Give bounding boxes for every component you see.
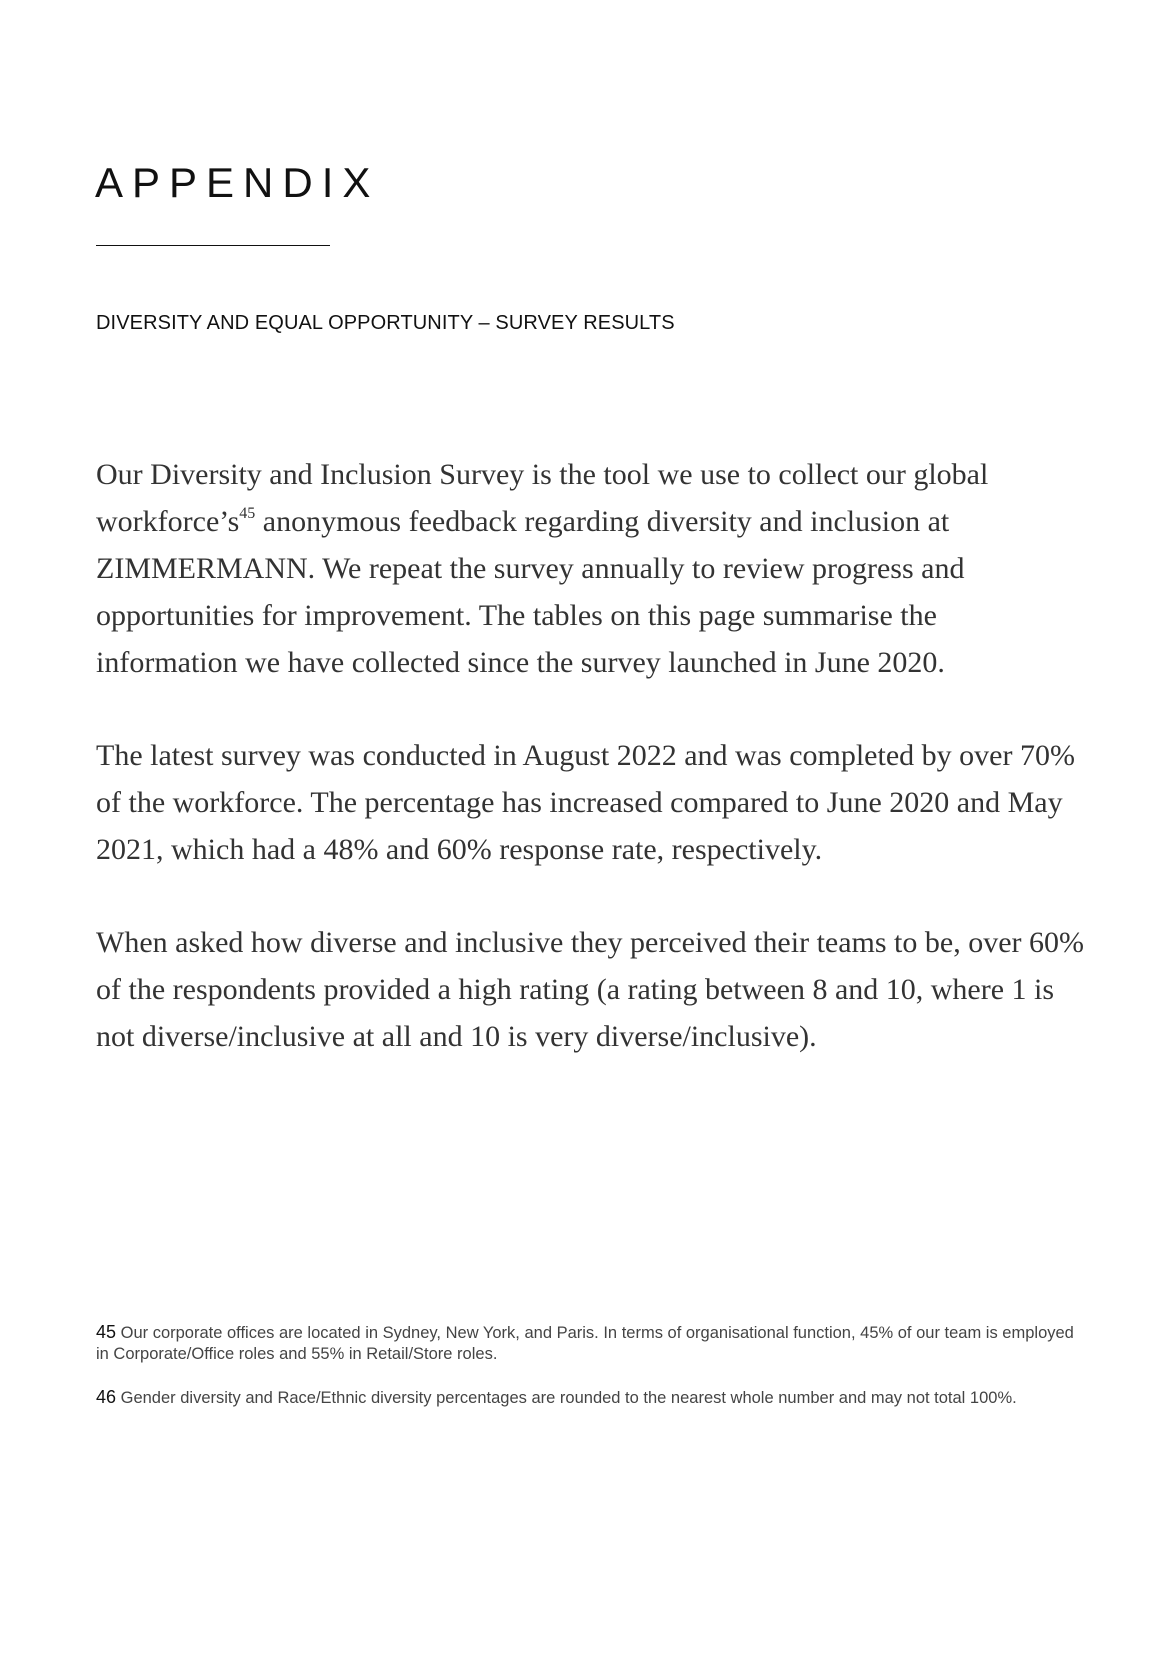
body-text (96, 451, 1086, 1106)
paragraph-survey-intro-start: Our Diversity and Inclusion Survey is the tool we use to collect our global workforce’s (96, 458, 989, 538)
title-divider (96, 245, 330, 246)
footnote-text: Our corporate offices are located in Sydney, New York, and Paris. In terms of organisational function, 45% of our team is employed in Corporate/Office roles and 55% in Retail/Store roles. (96, 1324, 1074, 1363)
section-subtitle: DIVERSITY AND EQUAL OPPORTUNITY – SURVEY RESULTS (96, 312, 675, 334)
paragraph-survey-intro-end: anonymous feedback regarding diversity and inclusion at ZIMMERMANN. We repeat the survey annually to review progress and opportunities for improvement. The tables on this page summarise the information we have collected since the survey launched in June 2020. (96, 505, 965, 679)
page-title: APPENDIX (95, 159, 380, 206)
paragraph-survey-intro (96, 451, 1086, 686)
footnotes (96, 1322, 1086, 1431)
footnote-number: 45 (96, 1322, 117, 1342)
footnote-45 (96, 1322, 1086, 1365)
paragraph-latest-survey: The latest survey was conducted in August 2022 and was completed by over 70% of the workforce. The percentage has increased compared to June 2020 and May 2021, which had a 48% and 60% response rate, respectively. (96, 739, 1075, 866)
footnote-number: 46 (96, 1387, 117, 1407)
footnote-text: Gender diversity and Race/Ethnic diversity percentages are rounded to the nearest whole number and may not total 100%. (116, 1389, 1017, 1407)
paragraph-team-rating: When asked how diverse and inclusive they perceived their teams to be, over 60% of the respondents provided a high rating (a rating between 8 and 10, where 1 is not diverse/inclusive at all and 10 is very diverse/inclusive). (96, 926, 1084, 1053)
footnote-reference-45: 45 (239, 505, 256, 522)
footnote-46 (96, 1387, 1086, 1409)
